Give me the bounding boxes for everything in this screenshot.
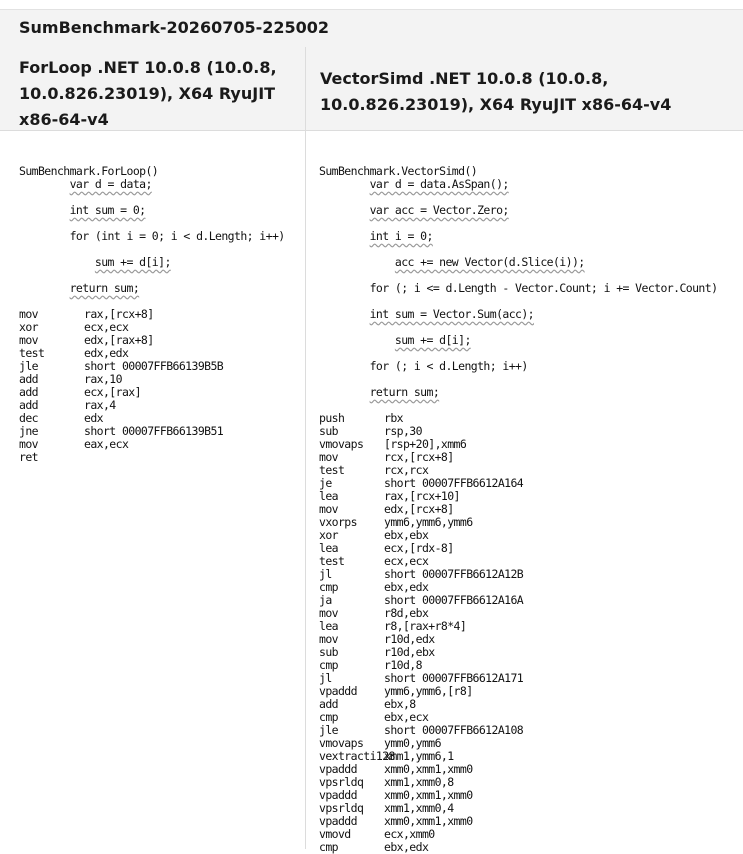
asm-line xyxy=(319,620,717,633)
source-line-text: int i = 0; xyxy=(369,229,433,243)
asm-operands: short 00007FFB66139B5B xyxy=(84,359,224,373)
source-line xyxy=(319,178,717,191)
asm-mnemonic: jle xyxy=(19,359,38,373)
asm-line xyxy=(319,503,717,516)
asm-mnemonic: lea xyxy=(319,619,338,633)
asm-mnemonic: cmp xyxy=(319,840,338,854)
source-line-text: for (; i < d.Length; i++) xyxy=(369,359,528,373)
asm-operands: ecx,ecx xyxy=(84,320,129,334)
asm-operands: edx,edx xyxy=(84,346,129,360)
asm-line xyxy=(319,685,717,698)
asm-operands: rcx,rcx xyxy=(384,463,429,477)
asm-mnemonic: vextracti128 xyxy=(319,749,395,763)
source-line-text: var d = data; xyxy=(69,177,152,191)
asm-line xyxy=(319,412,717,425)
asm-line xyxy=(319,789,717,802)
asm-operands: ecx,[rdx-8] xyxy=(384,541,454,555)
report-title: SumBenchmark-20260705-225002 xyxy=(19,18,330,37)
asm-line xyxy=(319,724,717,737)
asm-mnemonic: vmovd xyxy=(319,827,351,841)
source-line xyxy=(319,308,717,321)
asm-line xyxy=(319,516,717,529)
asm-mnemonic: jne xyxy=(19,424,38,438)
vectorsimd-disassembly xyxy=(319,165,717,854)
asm-line xyxy=(319,607,717,620)
asm-operands: ymm6,ymm6,[r8] xyxy=(384,684,473,698)
asm-mnemonic: add xyxy=(319,697,338,711)
asm-mnemonic: xor xyxy=(19,320,38,334)
asm-operands: edx xyxy=(84,411,103,425)
asm-line xyxy=(319,646,717,659)
asm-mnemonic: vmovaps xyxy=(319,736,364,750)
asm-mnemonic: lea xyxy=(319,541,338,555)
source-line-text: var acc = Vector.Zero; xyxy=(369,203,509,217)
source-line-text: var d = data.AsSpan(); xyxy=(369,177,509,191)
report-title-row xyxy=(0,10,743,48)
asm-line xyxy=(319,698,717,711)
asm-mnemonic: add xyxy=(19,385,38,399)
asm-operands: short 00007FFB6612A108 xyxy=(384,723,524,737)
asm-operands: r8,[rax+r8*4] xyxy=(384,619,467,633)
asm-line xyxy=(319,542,717,555)
asm-operands: short 00007FFB6612A12B xyxy=(384,567,524,581)
source-line-text: SumBenchmark.ForLoop() xyxy=(19,164,159,178)
asm-operands: rax,4 xyxy=(84,398,116,412)
asm-operands: rax,10 xyxy=(84,372,122,386)
asm-mnemonic: mov xyxy=(19,307,38,321)
asm-mnemonic: add xyxy=(19,398,38,412)
asm-line xyxy=(319,477,717,490)
column-divider xyxy=(305,47,306,849)
asm-line xyxy=(319,802,717,815)
asm-line xyxy=(19,334,285,347)
asm-operands: ebx,8 xyxy=(384,697,416,711)
source-line-text: int sum = Vector.Sum(acc); xyxy=(369,307,535,321)
asm-operands: eax,ecx xyxy=(84,437,129,451)
asm-operands: rsp,30 xyxy=(384,424,422,438)
asm-operands: xmm1,ymm6,1 xyxy=(384,749,454,763)
asm-operands: xmm0,xmm1,xmm0 xyxy=(384,814,473,828)
source-line xyxy=(319,256,717,269)
source-line-text: for (; i <= d.Length - Vector.Count; i += Vector.Count) xyxy=(369,281,718,295)
asm-mnemonic: vxorps xyxy=(319,515,357,529)
source-line xyxy=(319,386,717,399)
asm-line xyxy=(19,399,285,412)
asm-line xyxy=(319,828,717,841)
column-header-row xyxy=(0,47,743,131)
asm-operands: rax,[rcx+10] xyxy=(384,489,460,503)
source-line xyxy=(19,178,285,191)
asm-line xyxy=(319,425,717,438)
asm-mnemonic: mov xyxy=(19,333,38,347)
column-header-forloop: ForLoop .NET 10.0.8 (10.0.8, 10.0.826.23019), X64 RyuJIT x86-64-v4 xyxy=(19,58,277,129)
asm-mnemonic: jl xyxy=(319,671,332,685)
asm-line xyxy=(319,776,717,789)
asm-operands: ymm6,ymm6,ymm6 xyxy=(384,515,473,529)
asm-line xyxy=(319,438,717,451)
asm-line xyxy=(19,360,285,373)
asm-operands: rax,[rcx+8] xyxy=(84,307,154,321)
asm-mnemonic: vpsrldq xyxy=(319,801,364,815)
source-line xyxy=(319,282,717,295)
asm-mnemonic: lea xyxy=(319,489,338,503)
asm-operands: ebx,ecx xyxy=(384,710,429,724)
asm-operands: ebx,edx xyxy=(384,580,429,594)
asm-line xyxy=(319,529,717,542)
asm-line xyxy=(319,815,717,828)
asm-line xyxy=(19,451,285,464)
asm-operands: ecx,[rax] xyxy=(84,385,141,399)
asm-operands: short 00007FFB6612A16A xyxy=(384,593,524,607)
asm-mnemonic: vpsrldq xyxy=(319,775,364,789)
forloop-disassembly xyxy=(19,165,285,464)
asm-mnemonic: mov xyxy=(319,606,338,620)
asm-line xyxy=(319,594,717,607)
source-line-text: return sum; xyxy=(369,385,440,399)
asm-line xyxy=(319,451,717,464)
asm-line xyxy=(319,633,717,646)
asm-operands: ebx,ebx xyxy=(384,528,429,542)
asm-operands: xmm0,xmm1,xmm0 xyxy=(384,788,473,802)
asm-mnemonic: test xyxy=(19,346,45,360)
asm-line xyxy=(319,763,717,776)
asm-operands: r8d,ebx xyxy=(384,606,429,620)
asm-operands: rbx xyxy=(384,411,403,425)
source-line xyxy=(319,334,717,347)
asm-mnemonic: mov xyxy=(319,502,338,516)
asm-line xyxy=(319,490,717,503)
source-line xyxy=(19,282,285,295)
asm-operands: r10d,ebx xyxy=(384,645,435,659)
source-line xyxy=(319,360,717,373)
asm-mnemonic: jl xyxy=(319,567,332,581)
asm-mnemonic: vpaddd xyxy=(319,814,357,828)
asm-line xyxy=(19,438,285,451)
asm-mnemonic: cmp xyxy=(319,710,338,724)
column-header-vectorsimd: VectorSimd .NET 10.0.8 (10.0.8, 10.0.826.23019), X64 RyuJIT x86-64-v4 xyxy=(320,69,672,114)
source-line xyxy=(319,204,717,217)
asm-line xyxy=(319,568,717,581)
asm-mnemonic: ret xyxy=(19,450,38,464)
source-line-text: sum += d[i]; xyxy=(94,255,171,269)
source-line-text: acc += new Vector(d.Slice(i)); xyxy=(394,255,585,269)
asm-line xyxy=(19,308,285,321)
asm-line xyxy=(319,841,717,854)
asm-mnemonic: ja xyxy=(319,593,332,607)
asm-mnemonic: mov xyxy=(319,450,338,464)
asm-operands: rcx,[rcx+8] xyxy=(384,450,454,464)
source-line-text: return sum; xyxy=(69,281,140,295)
asm-mnemonic: test xyxy=(319,554,345,568)
asm-operands: ebx,edx xyxy=(384,840,429,854)
asm-mnemonic: mov xyxy=(19,437,38,451)
asm-operands: short 00007FFB66139B51 xyxy=(84,424,224,438)
source-line xyxy=(319,230,717,243)
source-line-text: int sum = 0; xyxy=(69,203,146,217)
asm-operands: xmm1,xmm0,8 xyxy=(384,775,454,789)
asm-line xyxy=(19,425,285,438)
source-line xyxy=(19,230,285,243)
asm-line xyxy=(19,386,285,399)
asm-mnemonic: je xyxy=(319,476,332,490)
asm-mnemonic: push xyxy=(319,411,345,425)
asm-mnemonic: jle xyxy=(319,723,338,737)
source-line-text: sum += d[i]; xyxy=(394,333,471,347)
asm-mnemonic: vpaddd xyxy=(319,788,357,802)
asm-line xyxy=(319,672,717,685)
asm-mnemonic: mov xyxy=(319,632,338,646)
asm-mnemonic: vpaddd xyxy=(319,762,357,776)
asm-mnemonic: vpaddd xyxy=(319,684,357,698)
asm-operands: r10d,8 xyxy=(384,658,422,672)
asm-operands: ecx,xmm0 xyxy=(384,827,435,841)
asm-line xyxy=(19,373,285,386)
source-line xyxy=(19,256,285,269)
asm-mnemonic: dec xyxy=(19,411,38,425)
asm-mnemonic: cmp xyxy=(319,580,338,594)
source-line xyxy=(19,204,285,217)
asm-operands: short 00007FFB6612A171 xyxy=(384,671,524,685)
asm-mnemonic: vmovaps xyxy=(319,437,364,451)
asm-operands: xmm1,xmm0,4 xyxy=(384,801,454,815)
asm-operands: ecx,ecx xyxy=(384,554,429,568)
asm-operands: [rsp+20],xmm6 xyxy=(384,437,467,451)
asm-operands: xmm0,xmm1,xmm0 xyxy=(384,762,473,776)
asm-mnemonic: sub xyxy=(319,645,338,659)
source-line-text: for (int i = 0; i < d.Length; i++) xyxy=(69,229,285,243)
asm-operands: edx,[rax+8] xyxy=(84,333,154,347)
asm-line xyxy=(319,750,717,763)
asm-operands: r10d,edx xyxy=(384,632,435,646)
source-line-text: SumBenchmark.VectorSimd() xyxy=(319,164,478,178)
asm-mnemonic: xor xyxy=(319,528,338,542)
asm-mnemonic: test xyxy=(319,463,345,477)
asm-operands: short 00007FFB6612A164 xyxy=(384,476,524,490)
asm-operands: edx,[rcx+8] xyxy=(384,502,454,516)
asm-mnemonic: add xyxy=(19,372,38,386)
asm-mnemonic: sub xyxy=(319,424,338,438)
asm-mnemonic: cmp xyxy=(319,658,338,672)
asm-operands: ymm0,ymm6 xyxy=(384,736,441,750)
